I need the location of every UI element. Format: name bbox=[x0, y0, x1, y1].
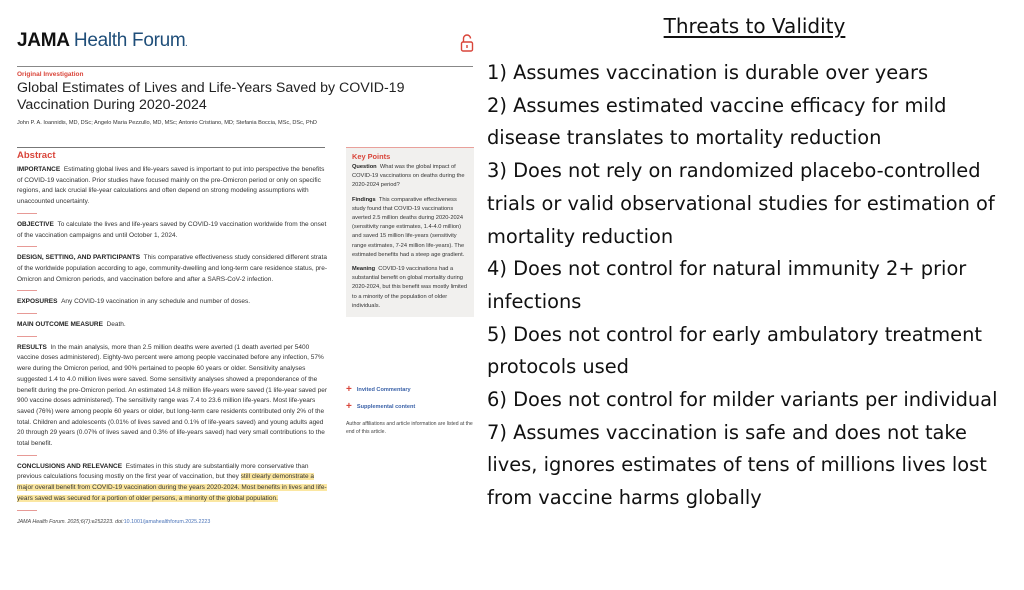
abstract-body bbox=[17, 165, 329, 527]
section-separator bbox=[17, 336, 37, 337]
threats-annotation bbox=[485, 0, 1024, 590]
unlocked-lock-icon bbox=[460, 34, 474, 52]
section-separator bbox=[17, 510, 37, 511]
annotation-title-text: Threats to Validity bbox=[663, 14, 846, 38]
abstract-outcome bbox=[17, 320, 329, 331]
article-title: Global Estimates of Lives and Life-Years Saved by COVID-19 Vaccination During 2020-2024 bbox=[17, 80, 405, 113]
abstract-heading: Abstract bbox=[17, 150, 56, 161]
article-authors: John P. A. Ioannidis, MD, DSc; Angelo Maria Pezzullo, MD, MSc; Antonio Cristiano, MD; Stefania Boccia, MSc, DSc, PhD bbox=[17, 120, 317, 126]
section-label: MAIN OUTCOME MEASURE bbox=[17, 321, 103, 329]
section-label: DESIGN, SETTING, AND PARTICIPANTS bbox=[17, 254, 141, 262]
key-point-label: Question bbox=[352, 164, 377, 170]
threat-item: 4) Does not control for natural immunity 2+ prior infections bbox=[487, 257, 967, 313]
article-screenshot bbox=[0, 0, 480, 590]
doi-link[interactable]: 10.1001/jamahealthforum.2025.2223 bbox=[123, 518, 211, 525]
header-divider bbox=[17, 66, 473, 67]
section-label: OBJECTIVE bbox=[17, 220, 54, 228]
supplemental-content-link[interactable] bbox=[346, 403, 474, 411]
logo-jama: JAMA bbox=[17, 30, 69, 51]
section-text: To calculate the lives and life-years saved by COVID-19 vaccination worldwide from the onset of the vaccination campaigns and until October 1, 2024. bbox=[17, 220, 327, 239]
citation-journal: JAMA Health Forum. bbox=[17, 518, 66, 525]
annotation-title bbox=[485, 14, 1024, 38]
abstract-conclusions bbox=[17, 462, 329, 505]
threat-item: 7) Assumes vaccination is safe and does not take lives, ignores estimates of tens of millions lives lost from vaccine harms globally bbox=[487, 420, 987, 510]
section-text: This comparative effectiveness study considered different strata of the worldwide population according to age, community-dwelling and long-term care residence status, pre-Omicron and Omicron periods, and vaccination before and after a SARS-CoV-2 infection. bbox=[17, 254, 327, 283]
section-separator bbox=[17, 313, 37, 314]
section-text: Estimates in this study are substantially more conservative than previous calculations focusing mostly on the first year of vaccination, but they bbox=[17, 462, 309, 481]
link-label: Invited Commentary bbox=[356, 387, 411, 393]
section-text: Death. bbox=[106, 321, 126, 329]
invited-commentary-link[interactable] bbox=[346, 386, 474, 394]
affiliations-note: Author affiliations and article information are listed at the end of this article. bbox=[346, 421, 473, 435]
section-text: Any COVID-19 vaccination in any schedule and number of doses. bbox=[61, 298, 251, 306]
abstract-results bbox=[17, 343, 329, 450]
key-point-text: COVID-19 vaccinations had a substantial benefit on global mortality during 2020-2024, but this benefit was mostly limited to a minority of the population of older individuals. bbox=[352, 266, 468, 309]
threat-item: 6) Does not control for milder variants per individual bbox=[487, 388, 998, 412]
threat-item: 3) Does not rely on randomized placebo-controlled trials or valid observational studies for estimation of mortality reduction bbox=[487, 159, 995, 248]
citation-ref: 2025;6(7):e252223. doi: bbox=[65, 518, 124, 525]
key-point-meaning bbox=[352, 265, 468, 311]
section-label: RESULTS bbox=[17, 343, 47, 351]
journal-logo bbox=[17, 30, 187, 52]
highlighted-text: still clearly demonstrate a major overall benefit from COVID-19 vaccination during the years 2020-2024. Most benefits in lives and life-years saved was secured for a portion of older persons, a minority of the global population. bbox=[17, 473, 327, 502]
section-separator bbox=[17, 455, 37, 456]
threat-item: 2) Assumes estimated vaccine efficacy for mild disease translates to mortality reduction bbox=[487, 93, 947, 150]
abstract-objective bbox=[17, 220, 329, 241]
logo-health-forum: Health Forum bbox=[73, 30, 186, 51]
key-point-question bbox=[352, 163, 468, 191]
abstract-design bbox=[17, 253, 329, 285]
abstract-divider bbox=[17, 147, 325, 148]
section-label: EXPOSURES bbox=[17, 298, 58, 306]
key-point-text: What was the global impact of COVID-19 vaccinations on deaths during the 2020-2024 period? bbox=[352, 164, 465, 189]
section-text: In the main analysis, more than 2.5 million deaths were averted (1 death averted per 5400 vaccine doses administered). Eighty-two percent were among people vaccinated before any infection, 57% were during the Omicron period, and 90% pertained to people 60 years or older. Sensitivity analyses suggested 1.4 to 4.0 million lives were saved. Some sensitivity analyses showed a preponderance of the benefit during the pre-Omicron period. An estimated 14.8 million life-years were saved (1 life-year saved per 900 vaccine doses administered). The sensitivity range was 7.4 to 23.6 million life-years. Most life-years saved (76%) were among people 60 years or older, but long-term care residents contributed only 2% of the total. Children and adolescents (0.01% of lives saved and 0.1% of life-years saved) and young adults aged 20 through 29 years (0.07% of lives saved and 0.3% of life-years saved) had very small contributions to the total benefit. bbox=[17, 343, 327, 448]
key-point-label: Findings bbox=[352, 196, 376, 203]
threat-item: 5) Does not control for early ambulatory treatment protocols used bbox=[487, 322, 982, 379]
section-separator bbox=[17, 246, 37, 247]
article-type: Original Investigation bbox=[17, 71, 84, 78]
plus-icon: + bbox=[346, 384, 352, 395]
section-separator bbox=[17, 290, 37, 291]
section-label: IMPORTANCE bbox=[17, 166, 61, 173]
logo-mark: . bbox=[185, 41, 188, 48]
threats-list bbox=[487, 57, 1023, 515]
section-separator bbox=[17, 213, 37, 214]
key-point-findings bbox=[352, 196, 468, 260]
key-points-heading: Key Points bbox=[352, 152, 391, 161]
threat-item: 1) Assumes vaccination is durable over years bbox=[487, 61, 929, 84]
citation bbox=[17, 517, 329, 528]
plus-icon: + bbox=[346, 401, 352, 412]
key-point-text: This comparative effectiveness study found that COVID-19 vaccinations averted 2.5 million deaths during 2020-2024 (sensitivity range estimates, 1.4-4.0 million) and saved 15 million life-years (sensitivity range estimates, 7-24 million life-years). The estimated benefits had a steep age gradient. bbox=[352, 196, 465, 258]
abstract-importance bbox=[17, 165, 329, 208]
abstract-exposures bbox=[17, 297, 329, 308]
key-point-label: Meaning bbox=[352, 266, 376, 273]
related-links bbox=[346, 386, 474, 436]
key-points-box bbox=[346, 147, 474, 317]
link-label: Supplemental content bbox=[356, 404, 416, 410]
section-label: CONCLUSIONS AND RELEVANCE bbox=[17, 462, 123, 470]
section-text: Estimating global lives and life-years saved is important to put into perspective the benefits of COVID-19 vaccination. Prior studies have focused mainly on the pre-Omicron period or only on specific regions, and lack crucial life-year calculations and often depend on strong modeling assumptions with unaccounted uncertainty. bbox=[17, 166, 325, 206]
